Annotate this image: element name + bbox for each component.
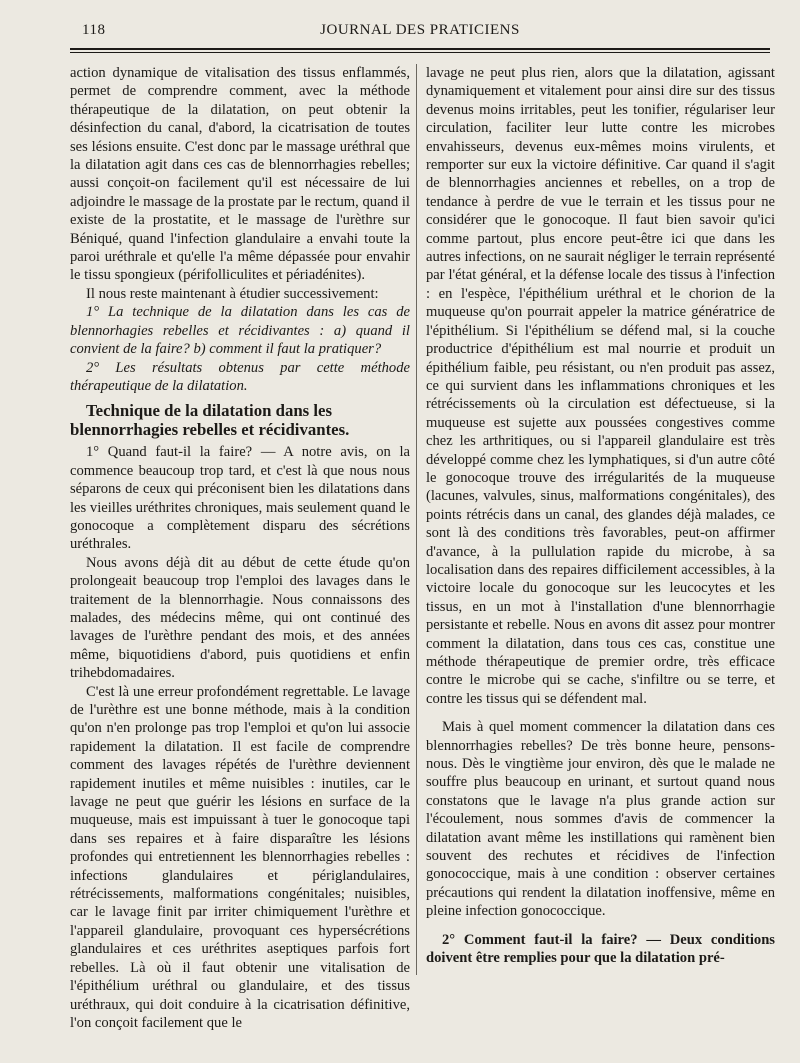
page-header [70,22,770,44]
paragraph: lavage ne peut plus rien, alors que la dilatation, agissant dynamiquement et vitalement pour ainsi dire sur des tissus devenus moins irritables, peut les tonifier, régulariser leur circulation, faciliter leur lutte contre les microbes envahisseurs, devenus eux-mêmes moins virulents, et remporter sur eux la victoire définitive. Car quand il s'agit de blennorrhagies anciennes et rebelles, on a trop de tendance à perdre de vue le terrain et les tissus pour ne considérer que le gonocoque. Il faut bien savoir qu'ici comme partout, plus encore peut-être ici que dans les autres infections, on ne saurait négliger le terrain représenté par l'état général, et la défense locale des tissus à l'infection : en l'espèce, l'épithélium uréthral et le chorion de la muqueuse qu'on pourrait appeler la matrice génératrice de l'épithélium. Si l'épithélium se défend mal, si la couche productrice d'épithélium est mal nourrie et produit un épithélium faible, peu résistant, ou n'en produit pas assez, ce qui survient dans les inflammations chroniques et les rétrécissements où la circulation est défectueuse, si la muqueuse est sujette aux poussées congestives comme chez les arthritiques, ou si l'appareil glandulaire est très développé comme chez les lymphatiques, si d'un autre côté le gonocoque trouve des irrégularités de la muqueuse (lacunes, valvules, sinus, malformations congénitales), des points rétrécis dans un canal, des glandes déjà malades, ce sont là des conditions très favorables, peut-on affirmer d'avance, à la pullulation rapide du microbe, à sa localisation dans des repaires difficilement accessibles, à la victoire locale du gonocoque sur les leucocytes et les tissus, en un mot à l'installation d'une blennorrhagie persistante et rebelle. Nous en avons dit assez pour montrer comment la dilatation, dans tous ces cas, constitue une méthode thérapeutique de premier ordre, très efficace contre le microbe qui se cache, s'infiltre ou se terre, et contre les tissus qui se défendent mal. [426,65,775,707]
header-rule-thin [70,52,770,53]
page-number: 118 [82,22,106,38]
paragraph: 1° Quand faut-il la faire? — A notre avis, on la commence beaucoup trop tard, et c'est là que nous nous séparons de ceux qui préconisent bien les dilatations dans les vieilles uréthrites chroniques, mais seulement quand le gonocoque a complètement disparu des sécrétions uréthrales. [70,444,410,553]
journal-title: JOURNAL DES PRATICIENS [320,22,520,38]
header-rule [70,48,770,50]
list-item: 1° La technique de la dilatation dans les cas de blennorhagies rebelles et récidivantes : a) quand il convient de la faire? b) comment il faut la pratiquer? [70,304,410,358]
section-heading: Technique de la dilatation dans les blennorrhagies rebelles et récidivantes. [70,401,350,440]
paragraph: C'est là une erreur profondément regrettable. Le lavage de l'urèthre est une bonne méthode, mais à la condition qu'on n'en prolonge pas trop l'emploi et qu'on lui associe rapidement la dilatation. Il est facile de comprendre comment des lavages répétés de l'urèthre deviennent rapidement inutiles et même nuisibles : inutiles, car le lavage ne peut que guérir les lésions en surface de la muqueuse, mais est impuissant à tuer le gonocoque tapi dans ses repaires et à faire disparaître les lésions profondes qui entretiennent les blennorrhagies rebelles : infections glandulaires et périglandulaires, rétrécissements, malformations congénitales; nuisibles, car le lavage finit par irriter chimiquement l'urèthre et l'appareil glandulaire, provoquant ces hypersécrétions glandulaires et ces uréthrites aseptiques parfois fort rebelles. Là où il faut obtenir une vitalisation de l'épithélium uréthral ou glandulaire, et des tissus uréthraux, qui doit conduire à la cicatrisation définitive, l'on conçoit facilement que le [70,683,410,1031]
right-column [426,64,775,968]
list-item: 2° Les résultats obtenus par cette méthode thérapeutique de la dilatation. [70,359,410,394]
paragraph: action dynamique de vitalisation des tissus enflammés, permet de comprendre comment, avec la méthode thérapeutique de la dilatation, on peut obtenir la désinfection du canal, d'abord, la cicatrisation de toutes ses lésions ensuite. C'est donc par le massage uréthral que la dilatation agit dans ces cas de blennorrhagies rebelles; aussi conçoit-on facilement qu'il est nécessaire de lui adjoindre le massage de la prostate par le rectum, quand il existe de la prostatite, et le massage de l'urèthre sur Béniqué, quand l'infection glandulaire a envahi toute la paroi uréthrale et qu'elle l'a même dépassée pour envahir le tissu spongieux (périfolliculites et périadénites). [70,65,410,284]
left-column [70,64,410,1032]
paragraph: Il nous reste maintenant à étudier successivement: [86,285,379,302]
paragraph: 2° Comment faut-il la faire? — Deux conditions doivent être remplies pour que la dilatation pré- [426,931,775,967]
paragraph: Mais à quel moment commencer la dilatation dans ces blennorrhagies rebelles? De très bonne heure, pensons-nous. Dès le vingtième jour environ, dès que le malade ne souffre plus beaucoup en urinant, et surtout quand nous constatons que le lavage n'a plus grande action sur l'écoulement, nous sommes d'avis de commencer la dilatation avant même les instillations qui ramènent bien souvent des rechutes et récidives de l'infection gonococcique, mais à une condition : observer certaines précautions qui rendent la dilatation inoffensive, même en pleine infection gonococcique. [426,719,775,920]
paragraph: Nous avons déjà dit au début de cette étude qu'on prolongeait beaucoup trop l'emploi des lavages dans le traitement de la blennorrhagie. Nous connaissons des malades, des médecins même, qui ont continué des lavages de l'urèthre pendant des mois, et des années même, biquotidiens d'abord, puis quotidiens et enfin trihebdomadaires. [70,554,410,682]
column-divider [416,64,417,975]
